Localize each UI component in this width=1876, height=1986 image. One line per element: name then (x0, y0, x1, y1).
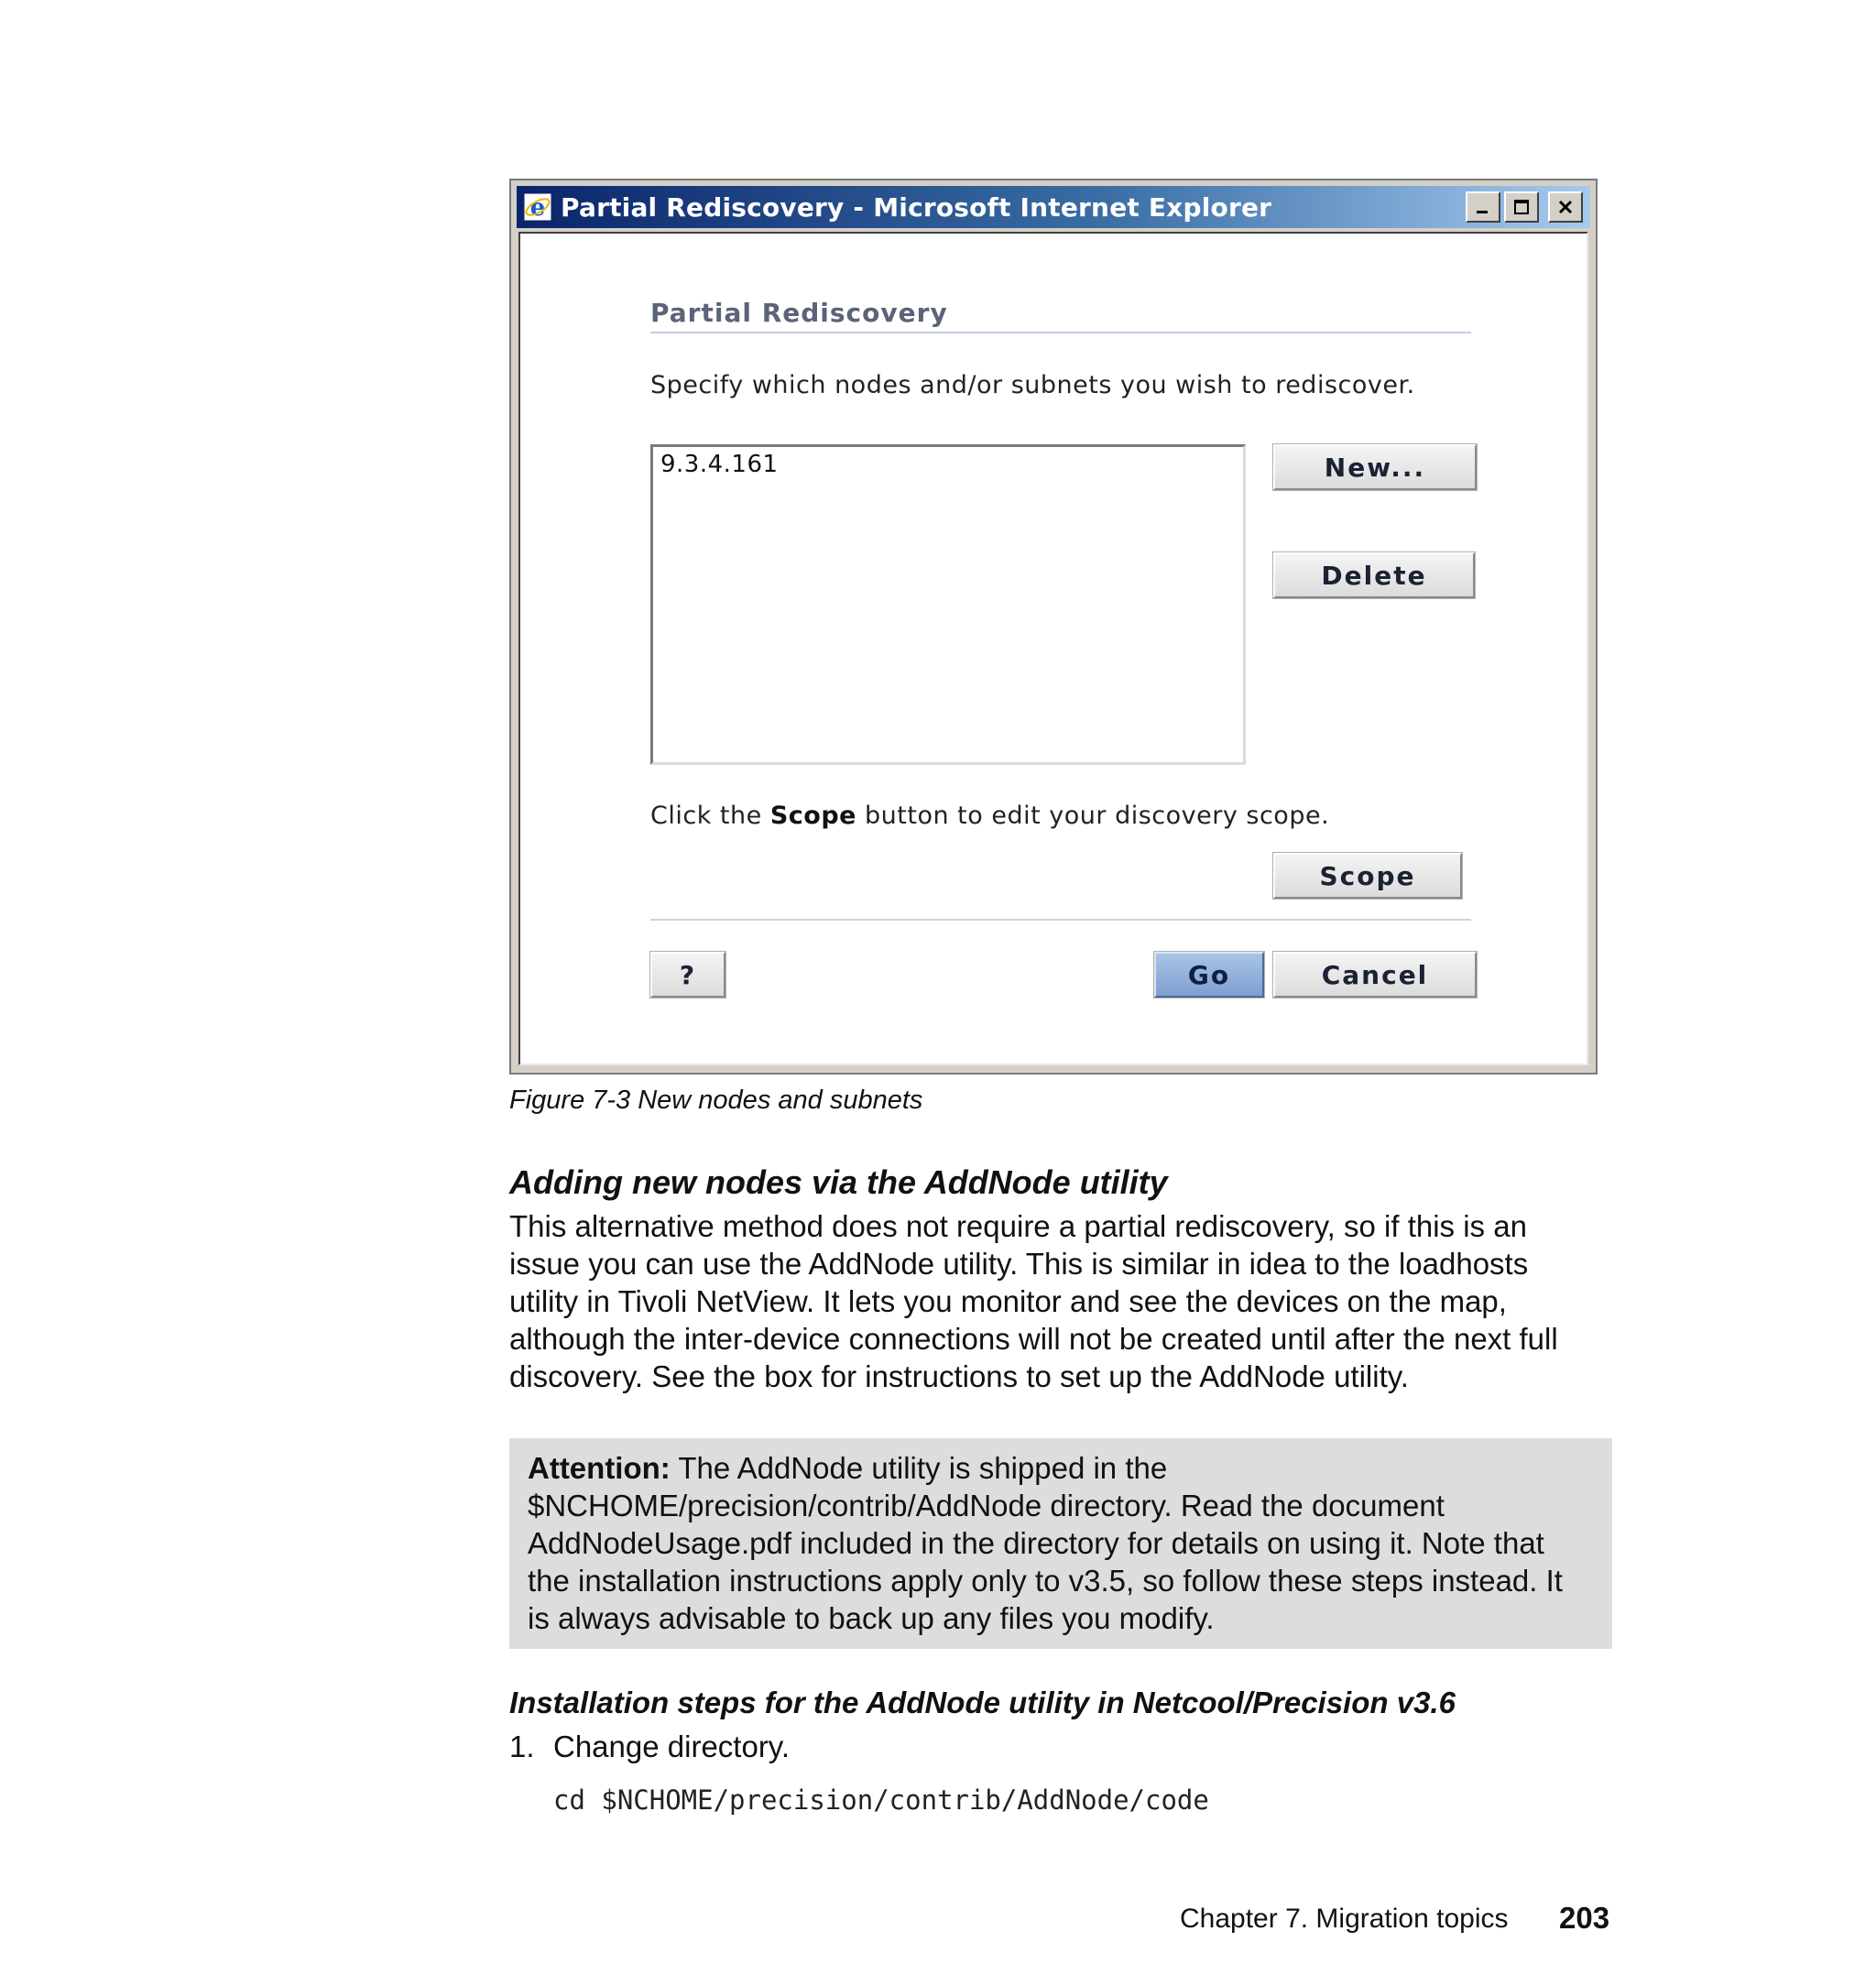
list-item[interactable]: 9.3.4.161 (660, 451, 779, 478)
body-paragraph (509, 1207, 1599, 1395)
code-command: cd $NCHOME/precision/contrib/AddNode/code (553, 1784, 1209, 1816)
dialog-heading: Partial Rediscovery (650, 298, 1471, 333)
ie-window (509, 179, 1598, 1075)
attention-line: The AddNode utility is shipped in the (670, 1451, 1168, 1485)
new-button[interactable]: New... (1273, 444, 1477, 490)
cancel-button[interactable]: Cancel (1273, 952, 1477, 998)
svg-text:e: e (529, 194, 546, 222)
dialog-content (518, 232, 1588, 1065)
figure-caption: Figure 7-3 New nodes and subnets (509, 1086, 923, 1115)
window-controls (1466, 191, 1583, 223)
body-line: discovery. See the box for instructions to set up the AddNode utility. (509, 1359, 1409, 1393)
steps-title: Installation steps for the AddNode utility in Netcool/Precision v3.6 (509, 1686, 1456, 1719)
page-number: 203 (1559, 1901, 1610, 1935)
step-item (509, 1730, 790, 1764)
delete-button[interactable]: Delete (1273, 552, 1475, 598)
section-title: Adding new nodes via the AddNode utility (509, 1163, 1168, 1201)
scope-button[interactable]: Scope (1273, 853, 1462, 899)
body-line: utility in Tivoli NetView. It lets you monitor and see the devices on the map, (509, 1284, 1507, 1318)
body-line: issue you can use the AddNode utility. This is similar in idea to the loadhosts (509, 1247, 1529, 1281)
nodes-listbox[interactable] (650, 444, 1246, 765)
attention-text (528, 1449, 1594, 1637)
internet-explorer-icon (522, 191, 553, 223)
footer-chapter: Chapter 7. Migration topics (1180, 1904, 1509, 1934)
attention-box (509, 1438, 1612, 1649)
close-icon[interactable] (1548, 191, 1583, 223)
attention-label: Attention: (528, 1451, 671, 1485)
scope-instruction (650, 802, 1329, 830)
attention-line: AddNodeUsage.pdf included in the directory for details on using it. Note that (528, 1526, 1544, 1560)
window-title: Partial Rediscovery - Microsoft Internet Explorer (561, 191, 1272, 223)
attention-line: $NCHOME/precision/contrib/AddNode directory. Read the document (528, 1489, 1445, 1522)
body-line: This alternative method does not require a partial rediscovery, so if this is an (509, 1209, 1527, 1243)
body-line: although the inter-device connections will not be created until after the next full (509, 1322, 1558, 1356)
go-button[interactable]: Go (1154, 952, 1264, 998)
step-text: Change directory. (553, 1730, 791, 1763)
minimize-icon[interactable] (1466, 191, 1500, 223)
scope-instruction-bold: Scope (769, 802, 856, 830)
dialog-divider (650, 919, 1471, 921)
dialog-instruction: Specify which nodes and/or subnets you wish to rediscover. (650, 371, 1415, 399)
step-number: 1. (509, 1730, 535, 1763)
help-button[interactable]: ? (650, 952, 725, 998)
maximize-icon[interactable] (1504, 191, 1539, 223)
scope-instruction-post: button to edit your discovery scope. (856, 802, 1330, 830)
scope-instruction-pre: Click the (650, 802, 770, 830)
window-titlebar[interactable] (517, 186, 1590, 228)
attention-line: is always advisable to back up any files you modify. (528, 1601, 1215, 1635)
attention-line: the installation instructions apply only to v3.5, so follow these steps instead. It (528, 1564, 1563, 1598)
